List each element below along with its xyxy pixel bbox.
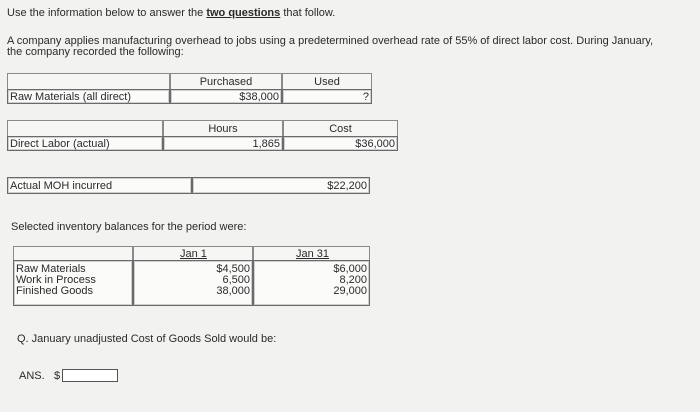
jan1-values: [133, 260, 253, 306]
inventory-row-label: Work in Process: [16, 274, 96, 286]
direct-labor-header-spacer: [7, 120, 163, 137]
direct-labor-label: Direct Labor (actual): [7, 136, 163, 151]
problem-line-1: A company applies manufacturing overhead to jobs using a predetermined overhead rate of 55% of direct labor cost. During January,: [7, 35, 654, 47]
jan31-value: 8,200: [339, 274, 367, 286]
purchased-header: Purchased: [170, 73, 282, 90]
hours-header: Hours: [163, 120, 283, 137]
used-value: ?: [282, 89, 372, 104]
inventory-row-label: Finished Goods: [16, 285, 94, 297]
hours-value: 1,865: [163, 136, 283, 151]
answer-label: ANS.: [19, 370, 45, 382]
raw-materials-header-spacer: [7, 73, 170, 90]
raw-materials-label: Raw Materials (all direct): [7, 89, 170, 104]
jan31-value: 29,000: [333, 285, 367, 297]
cost-header: Cost: [283, 120, 398, 137]
moh-label: Actual MOH incurred: [7, 177, 192, 194]
jan1-value: 6,500: [222, 274, 250, 286]
moh-value: $22,200: [192, 177, 370, 194]
cost-value: $36,000: [283, 136, 398, 151]
instructions-emphasis: two questions: [206, 7, 281, 19]
problem-line-2: the company recorded the following:: [7, 46, 184, 58]
instructions-prefix: Use the information below to answer the: [7, 7, 207, 19]
inventory-header-spacer: [13, 246, 133, 261]
instructions-suffix: that follow.: [280, 7, 336, 19]
purchased-value: $38,000: [170, 89, 282, 104]
inventory-intro: Selected inventory balances for the period were:: [11, 221, 247, 233]
jan1-value: $4,500: [216, 263, 250, 275]
jan1-value: 38,000: [216, 285, 250, 297]
jan31-values: [253, 260, 370, 306]
answer-input[interactable]: [62, 369, 118, 382]
currency-symbol: $: [54, 370, 61, 382]
jan31-value: $6,000: [333, 263, 367, 275]
inventory-row-label: Raw Materials: [16, 263, 86, 275]
instructions: [7, 7, 335, 20]
inventory-labels: [13, 260, 133, 306]
question-text: Q. January unadjusted Cost of Goods Sold would be:: [17, 333, 277, 345]
used-header: Used: [282, 73, 372, 90]
jan1-header: Jan 1: [133, 246, 253, 261]
jan31-header: Jan 31: [253, 246, 370, 261]
